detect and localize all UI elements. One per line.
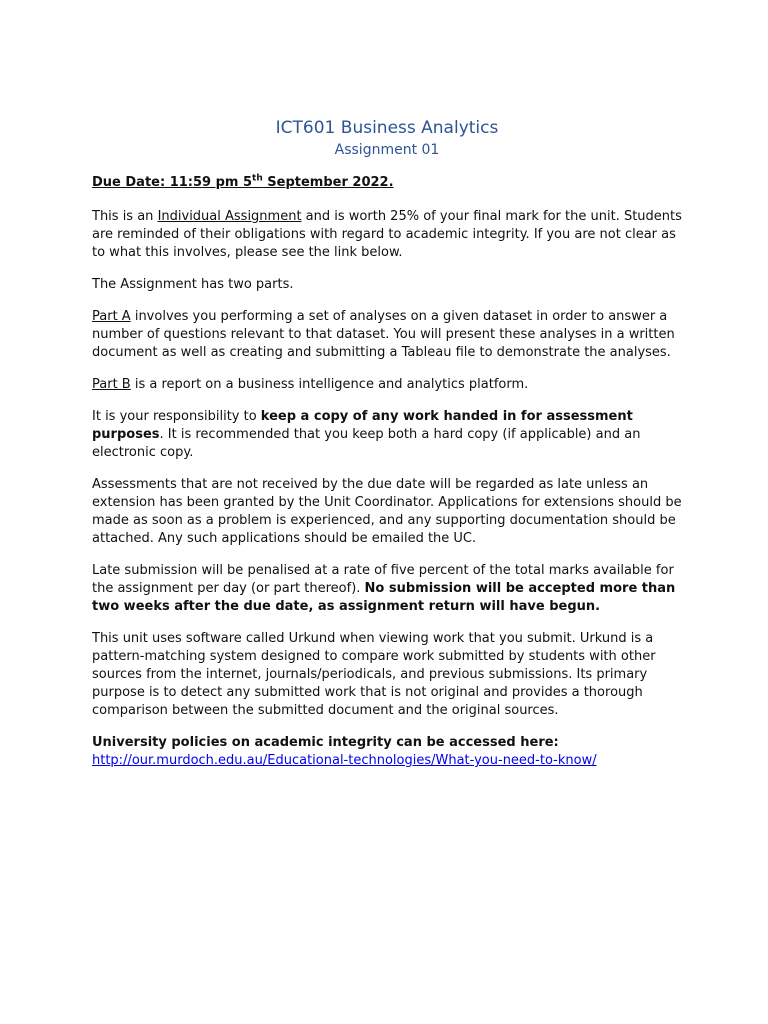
individual-assignment-emphasis: Individual Assignment [157,209,302,224]
part-a-text: involves you performing a set of analyses on a given dataset in order to answer a number of questions relevant to that dataset. You will present these analyses in a written document as well as creating and submitting a Tableau file to demonstrate the analyses. [92,309,675,360]
policy-section [92,734,682,770]
paragraph-individual-assignment [92,208,682,262]
no-submission-emphasis: No submission will be accepted more than two weeks after the due date, as assignment return will have begun. [92,581,676,614]
policy-heading: University policies on academic integrity can be accessed here: [92,735,559,750]
document-subtitle: Assignment 01 [334,142,440,158]
paragraph-late-assessments: Assessments that are not received by the due date will be regarded as late unless an extension has been granted by the Unit Coordinator. Applications for extensions should be made as soon as a problem is experienced, and any supporting documentation should be attached. Any such applications should be emailed the UC. [92,477,682,546]
due-date-suffix: September 2022. [262,175,394,190]
document-page [92,116,682,770]
para1-text-c: and is worth 25% of your final mark for the unit. Students are reminded of their obligations with regard to academic integrity. If you are not clear as to what this involves, please see the link below. [92,209,682,260]
part-b-text: is a report on a business intelligence and analytics platform. [130,377,529,392]
paragraph-part-b [92,376,682,394]
paragraph-two-parts: The Assignment has two parts. [92,277,294,292]
due-date [92,174,682,192]
paragraph-urkund: This unit uses software called Urkund when viewing work that you submit. Urkund is a pattern-matching system designed to compare work submitted by students with other sources from the internet, journals/periodicals, and previous submissions. Its primary purpose is to detect any submitted work that is not original and provides a thorough comparison between the submitted document and the original sources. [92,631,656,718]
para1-text-a: This is an [92,209,158,224]
para5-text-c: . It is recommended that you keep both a hard copy (if applicable) and an electronic copy. [92,427,641,460]
document-title: ICT601 Business Analytics [275,118,499,138]
para7-text-a: Late submission will be penalised at a rate of five percent of the total marks available for the assignment per day (or part thereof). [92,563,674,596]
due-date-prefix: Due Date: 11:59 pm 5 [92,175,253,190]
part-b-label: Part B [92,377,131,392]
policy-link[interactable]: http://our.murdoch.edu.au/Educational-technologies/What-you-need-to-know/ [92,753,597,768]
paragraph-responsibility [92,408,682,462]
paragraph-part-a [92,308,682,362]
paragraph-late-submission [92,562,682,616]
due-date-ordinal: th [252,173,263,184]
part-a-label: Part A [92,309,131,324]
para5-text-a: It is your responsibility to [92,409,261,424]
keep-copy-emphasis: keep a copy of any work handed in for assessment purposes [92,409,633,442]
